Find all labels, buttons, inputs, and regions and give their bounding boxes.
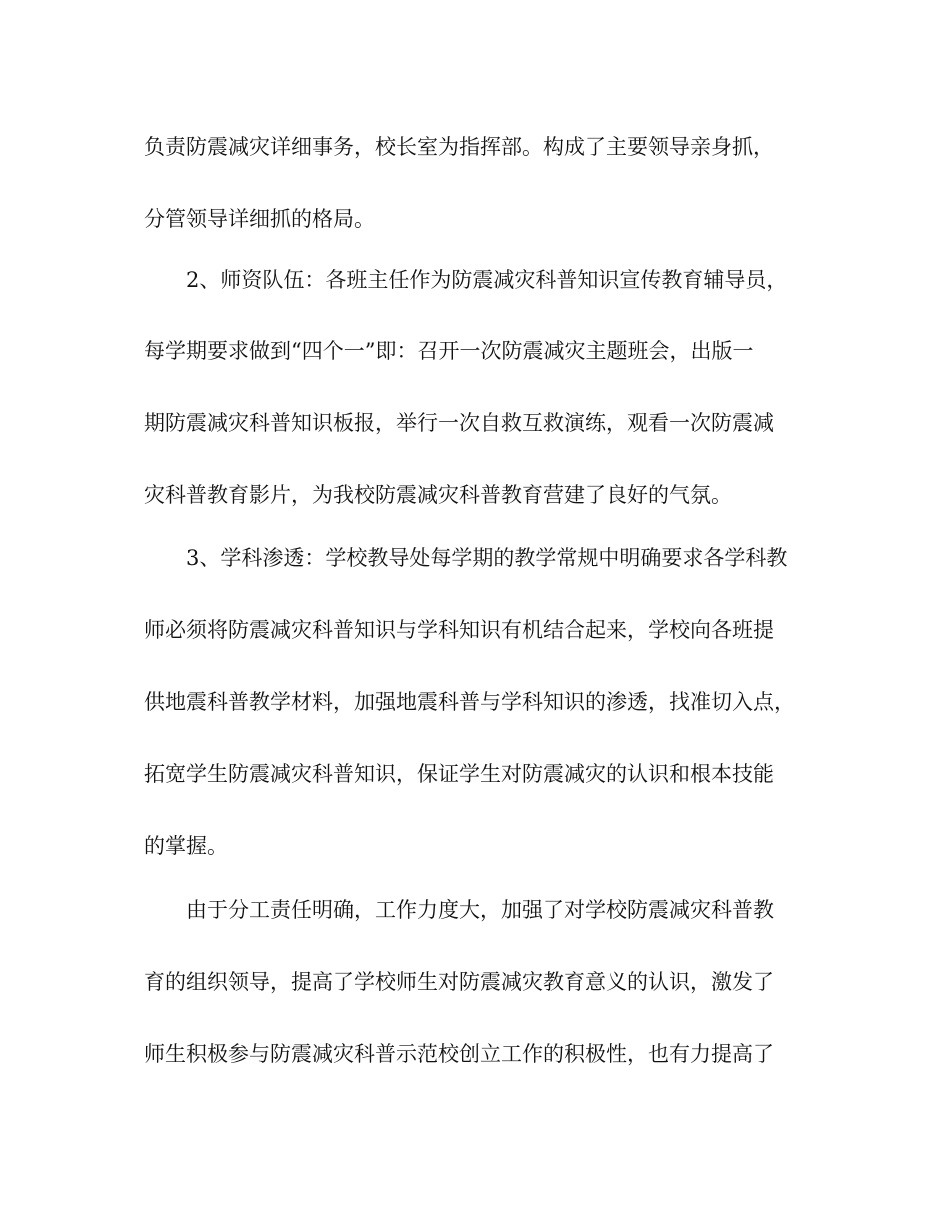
paragraph-first-line: 由于分工责任明确，工作力度大，加强了对学校防震减灾科普教 (186, 898, 774, 922)
text-line: 师生积极参与防震减灾科普示范校创立工作的积极性，也有力提高了 (144, 1042, 774, 1066)
text-line: 拓宽学生防震减灾科普知识，保证学生对防震减灾的认识和根本技能 (144, 762, 774, 786)
paragraph-first-line: 3、学科渗透：学校教导处每学期的教学常规中明确要求各学科教 (186, 546, 788, 570)
paragraph-first-line: 2、师资队伍：各班主任作为防震减灾科普知识宣传教育辅导员， (186, 268, 788, 292)
text-line: 期防震减灾科普知识板报，举行一次自救互救演练，观看一次防震减 (144, 411, 774, 435)
text-line: 育的组织领导，提高了学校师生对防震减灾教育意义的认识，激发了 (144, 970, 774, 994)
text-line: 供地震科普教学材料，加强地震科普与学科知识的渗透，找准切入点， (144, 690, 795, 714)
text-line: 负责防震减灾详细事务，校长室为指挥部。构成了主要领导亲身抓， (144, 135, 774, 159)
text-line: 的掌握。 (144, 834, 228, 858)
text-line: 每学期要求做到“四个一”即：召开一次防震减灾主题班会，出版一 (144, 339, 754, 363)
text-line: 师必须将防震减灾科普知识与学科知识有机结合起来，学校向各班提 (144, 618, 774, 642)
text-line: 灾科普教育影片，为我校防震减灾科普教育营建了良好的气氛。 (144, 483, 732, 507)
text-line: 分管领导详细抓的格局。 (144, 207, 375, 231)
